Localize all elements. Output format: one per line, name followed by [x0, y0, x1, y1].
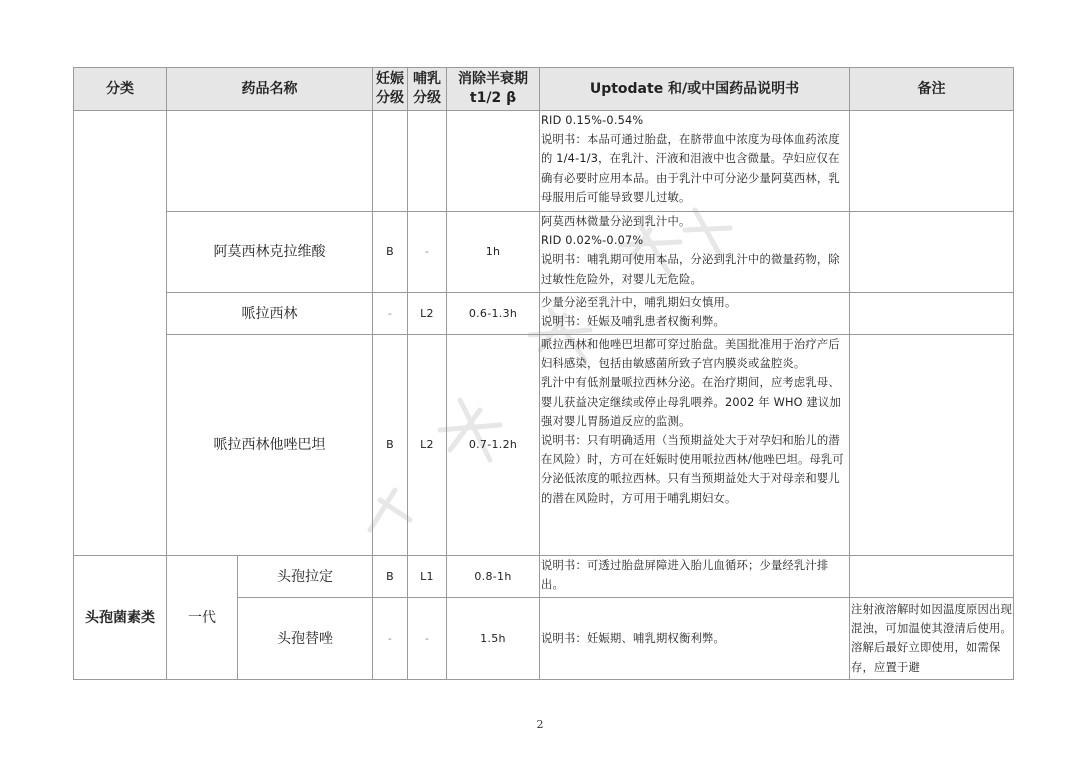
drug-name-cell: 哌拉西林 [167, 293, 373, 335]
lactation-grade-cell: L2 [408, 293, 447, 335]
source-description-cell: 哌拉西林和他唑巴坦都可穿过胎盘。美国批准用于治疗产后妇科感染，包括由敏感菌所致子宫内膜炎或盆腔炎。 乳汁中有低剂量哌拉西林分泌。在治疗期间，应考虑乳母、婴儿获益决定继续或停止母乳喂养。2002 年 WHO 建议加强对婴儿胃肠道反应的监测。 说明书：只有明确适用（当预期益处大于对孕妇和胎儿的潜在风险）时，方可在妊娠时使用哌拉西林/他唑巴坦。母乳可分泌低浓度的哌拉西林。只有当预期益处大于对母亲和婴儿的潜在风险时，方可用于哺乳期妇女。 [540, 335, 850, 556]
table-row [74, 212, 1014, 293]
category-cell-empty [74, 111, 167, 556]
pregnancy-grade-cell: B [373, 212, 408, 293]
drug-name-cell: 阿莫西林克拉维酸 [167, 212, 373, 293]
lactation-grade-cell: L1 [408, 556, 447, 598]
pregnancy-grade-cell [373, 111, 408, 212]
table-row [74, 111, 1014, 212]
drug-name-cell [167, 111, 373, 212]
header-category: 分类 [74, 68, 167, 111]
pregnancy-grade-cell: - [373, 293, 408, 335]
drug-table [73, 67, 1014, 680]
pregnancy-grade-cell: B [373, 556, 408, 598]
source-description-cell: 说明书：妊娠期、哺乳期权衡利弊。 [540, 598, 850, 680]
remarks-cell [850, 293, 1014, 335]
source-description-cell: 说明书：可透过胎盘屏障进入胎儿血循环；少量经乳汁排出。 [540, 556, 850, 598]
header-pregnancy-grade: 妊娠 分级 [373, 68, 408, 111]
drug-name-cell: 头孢替唑 [238, 598, 373, 680]
half-life-cell: 1.5h [447, 598, 540, 680]
half-life-cell: 0.6-1.3h [447, 293, 540, 335]
source-description-cell: RID 0.15%-0.54% 说明书：本品可通过胎盘，在脐带血中浓度为母体血药浓度的 1/4-1/3，在乳汁、汗液和泪液中也含微量。孕妇应仅在确有必要时应用本品。由于乳汁中可分泌少量阿莫西林，乳母服用后可能导致婴儿过敏。 [540, 111, 850, 212]
remarks-text: 注射液溶解时如因温度原因出现混浊，可加温使其澄清后使用。溶解后最好立即使用，如需保存，应置于避 [851, 603, 1012, 674]
header-drug-name: 药品名称 [167, 68, 373, 111]
source-description-cell: 阿莫西林微量分泌到乳汁中。 RID 0.02%-0.07% 说明书：哺乳期可使用本品，分泌到乳汁中的微量药物，除过敏性危险外，对婴儿无危险。 [540, 212, 850, 293]
lactation-grade-cell: L2 [408, 335, 447, 556]
table-row [74, 293, 1014, 335]
generation-cell: 一代 [167, 556, 238, 680]
pregnancy-grade-cell: B [373, 335, 408, 556]
lactation-grade-cell: - [408, 212, 447, 293]
remarks-cell [850, 556, 1014, 598]
header-lactation-grade: 哺乳 分级 [408, 68, 447, 111]
remarks-cell [850, 335, 1014, 556]
remarks-cell [850, 111, 1014, 212]
pregnancy-grade-cell: - [373, 598, 408, 680]
lactation-grade-cell [408, 111, 447, 212]
source-description-cell: 少量分泌至乳汁中，哺乳期妇女慎用。 说明书：妊娠及哺乳患者权衡利弊。 [540, 293, 850, 335]
drug-name-cell: 哌拉西林他唑巴坦 [167, 335, 373, 556]
header-half-life: 消除半衰期 t1/2 β [447, 68, 540, 111]
half-life-cell: 0.8-1h [447, 556, 540, 598]
half-life-cell [447, 111, 540, 212]
drug-name-cell: 头孢拉定 [238, 556, 373, 598]
remarks-cell [850, 212, 1014, 293]
category-cell: 头孢菌素类 [74, 556, 167, 680]
half-life-cell: 0.7-1.2h [447, 335, 540, 556]
page-number: 2 [536, 718, 544, 731]
table-row [74, 556, 1014, 598]
lactation-grade-cell: - [408, 598, 447, 680]
remarks-cell [850, 598, 1014, 680]
table-header-row [74, 68, 1014, 111]
header-remarks: 备注 [850, 68, 1014, 111]
header-source: Uptodate 和/或中国药品说明书 [540, 68, 850, 111]
half-life-cell: 1h [447, 212, 540, 293]
table-row [74, 335, 1014, 556]
